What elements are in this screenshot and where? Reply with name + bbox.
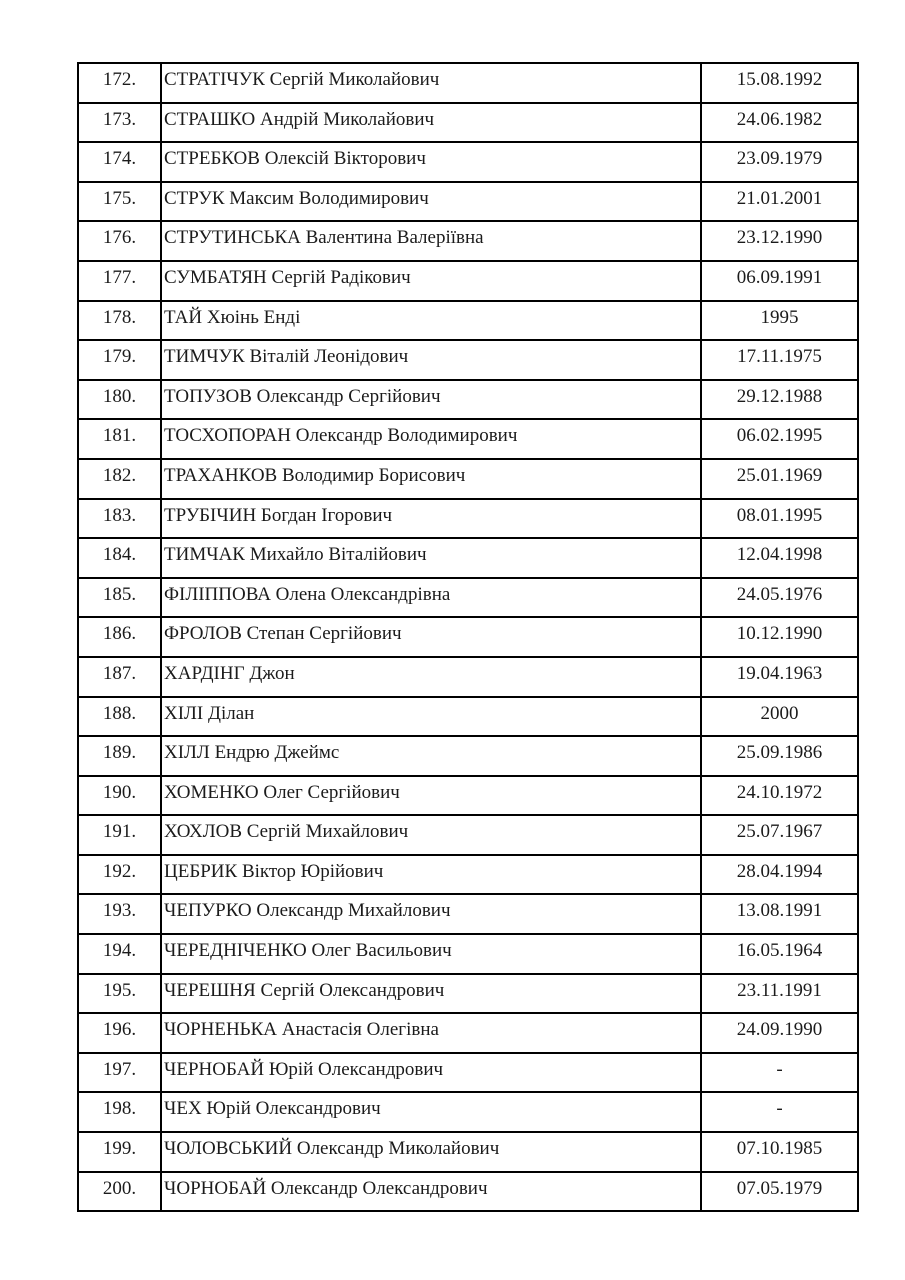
row-number-cell: 179.	[78, 340, 161, 380]
person-name-cell: ЧЕРНОБАЙ Юрій Олександрович	[161, 1053, 701, 1093]
table-row	[78, 1172, 858, 1212]
person-name-cell: СТРАТІЧУК Сергій Миколайович	[161, 63, 701, 103]
table-row	[78, 538, 858, 578]
table-row	[78, 776, 858, 816]
row-number-cell: 187.	[78, 657, 161, 697]
table-row	[78, 855, 858, 895]
person-name-cell: ТИМЧАК Михайло Віталійович	[161, 538, 701, 578]
table-row	[78, 182, 858, 222]
row-number-cell: 178.	[78, 301, 161, 341]
person-name-cell: ЧЕПУРКО Олександр Михайлович	[161, 894, 701, 934]
birth-date-cell: 19.04.1963	[701, 657, 858, 697]
table-row	[78, 1132, 858, 1172]
person-name-cell: СТРЕБКОВ Олексій Вікторович	[161, 142, 701, 182]
row-number-cell: 197.	[78, 1053, 161, 1093]
table-row	[78, 617, 858, 657]
birth-date-cell: 06.02.1995	[701, 419, 858, 459]
person-name-cell: ЧОЛОВСЬКИЙ Олександр Миколайович	[161, 1132, 701, 1172]
row-number-cell: 188.	[78, 697, 161, 737]
row-number-cell: 174.	[78, 142, 161, 182]
persons-roster-table	[77, 62, 859, 1212]
row-number-cell: 195.	[78, 974, 161, 1014]
table-row	[78, 1013, 858, 1053]
birth-date-cell: 29.12.1988	[701, 380, 858, 420]
person-name-cell: ТОСХОПОРАН Олександр Володимирович	[161, 419, 701, 459]
birth-date-cell: 2000	[701, 697, 858, 737]
birth-date-cell: 07.10.1985	[701, 1132, 858, 1172]
table-row	[78, 697, 858, 737]
person-name-cell: СТРУК Максим Володимирович	[161, 182, 701, 222]
row-number-cell: 184.	[78, 538, 161, 578]
person-name-cell: ТРУБІЧИН Богдан Ігорович	[161, 499, 701, 539]
row-number-cell: 193.	[78, 894, 161, 934]
birth-date-cell: 07.05.1979	[701, 1172, 858, 1212]
row-number-cell: 190.	[78, 776, 161, 816]
row-number-cell: 185.	[78, 578, 161, 618]
birth-date-cell: 28.04.1994	[701, 855, 858, 895]
person-name-cell: ТИМЧУК Віталій Леонідович	[161, 340, 701, 380]
table-row	[78, 459, 858, 499]
birth-date-cell: 16.05.1964	[701, 934, 858, 974]
table-row	[78, 221, 858, 261]
row-number-cell: 199.	[78, 1132, 161, 1172]
row-number-cell: 196.	[78, 1013, 161, 1053]
row-number-cell: 192.	[78, 855, 161, 895]
birth-date-cell: 24.05.1976	[701, 578, 858, 618]
table-row	[78, 657, 858, 697]
row-number-cell: 194.	[78, 934, 161, 974]
table-row	[78, 419, 858, 459]
person-name-cell: СУМБАТЯН Сергій Радікович	[161, 261, 701, 301]
table-row	[78, 103, 858, 143]
table-row	[78, 261, 858, 301]
row-number-cell: 173.	[78, 103, 161, 143]
table-row	[78, 1053, 858, 1093]
table-row	[78, 142, 858, 182]
birth-date-cell: 13.08.1991	[701, 894, 858, 934]
table-row	[78, 934, 858, 974]
person-name-cell: ХОХЛОВ Сергій Михайлович	[161, 815, 701, 855]
birth-date-cell: 17.11.1975	[701, 340, 858, 380]
person-name-cell: ЦЕБРИК Віктор Юрійович	[161, 855, 701, 895]
birth-date-cell: 25.09.1986	[701, 736, 858, 776]
person-name-cell: ХАРДІНГ Джон	[161, 657, 701, 697]
birth-date-cell: 24.09.1990	[701, 1013, 858, 1053]
row-number-cell: 183.	[78, 499, 161, 539]
person-name-cell: СТРАШКО Андрій Миколайович	[161, 103, 701, 143]
person-name-cell: ЧОРНОБАЙ Олександр Олександрович	[161, 1172, 701, 1212]
row-number-cell: 181.	[78, 419, 161, 459]
table-row	[78, 736, 858, 776]
person-name-cell: ФІЛІППОВА Олена Олександрівна	[161, 578, 701, 618]
birth-date-cell: 10.12.1990	[701, 617, 858, 657]
table-row	[78, 380, 858, 420]
person-name-cell: ЧЕРЕШНЯ Сергій Олександрович	[161, 974, 701, 1014]
birth-date-cell: 23.09.1979	[701, 142, 858, 182]
person-name-cell: ХОМЕНКО Олег Сергійович	[161, 776, 701, 816]
birth-date-cell: 12.04.1998	[701, 538, 858, 578]
person-name-cell: ТОПУЗОВ Олександр Сергійович	[161, 380, 701, 420]
row-number-cell: 182.	[78, 459, 161, 499]
table-row	[78, 974, 858, 1014]
row-number-cell: 198.	[78, 1092, 161, 1132]
birth-date-cell: 15.08.1992	[701, 63, 858, 103]
birth-date-cell: 08.01.1995	[701, 499, 858, 539]
birth-date-cell: -	[701, 1092, 858, 1132]
table-row	[78, 340, 858, 380]
table-row	[78, 578, 858, 618]
person-name-cell: ЧЕРЕДНІЧЕНКО Олег Васильович	[161, 934, 701, 974]
birth-date-cell: 25.01.1969	[701, 459, 858, 499]
table-row	[78, 1092, 858, 1132]
table-row	[78, 894, 858, 934]
birth-date-cell: -	[701, 1053, 858, 1093]
row-number-cell: 186.	[78, 617, 161, 657]
row-number-cell: 191.	[78, 815, 161, 855]
birth-date-cell: 24.06.1982	[701, 103, 858, 143]
roster-table-body	[78, 63, 858, 1211]
row-number-cell: 177.	[78, 261, 161, 301]
person-name-cell: ФРОЛОВ Степан Сергійович	[161, 617, 701, 657]
row-number-cell: 200.	[78, 1172, 161, 1212]
person-name-cell: ТРАХАНКОВ Володимир Борисович	[161, 459, 701, 499]
person-name-cell: ТАЙ Хюінь Енді	[161, 301, 701, 341]
person-name-cell: ХІЛІ Ділан	[161, 697, 701, 737]
birth-date-cell: 25.07.1967	[701, 815, 858, 855]
row-number-cell: 172.	[78, 63, 161, 103]
row-number-cell: 176.	[78, 221, 161, 261]
table-row	[78, 499, 858, 539]
row-number-cell: 180.	[78, 380, 161, 420]
table-row	[78, 63, 858, 103]
birth-date-cell: 06.09.1991	[701, 261, 858, 301]
person-name-cell: ЧОРНЕНЬКА Анастасія Олегівна	[161, 1013, 701, 1053]
table-row	[78, 301, 858, 341]
birth-date-cell: 23.12.1990	[701, 221, 858, 261]
row-number-cell: 175.	[78, 182, 161, 222]
row-number-cell: 189.	[78, 736, 161, 776]
table-row	[78, 815, 858, 855]
birth-date-cell: 23.11.1991	[701, 974, 858, 1014]
birth-date-cell: 24.10.1972	[701, 776, 858, 816]
person-name-cell: ЧЕХ Юрій Олександрович	[161, 1092, 701, 1132]
birth-date-cell: 1995	[701, 301, 858, 341]
birth-date-cell: 21.01.2001	[701, 182, 858, 222]
person-name-cell: ХІЛЛ Ендрю Джеймс	[161, 736, 701, 776]
person-name-cell: СТРУТИНСЬКА Валентина Валеріївна	[161, 221, 701, 261]
